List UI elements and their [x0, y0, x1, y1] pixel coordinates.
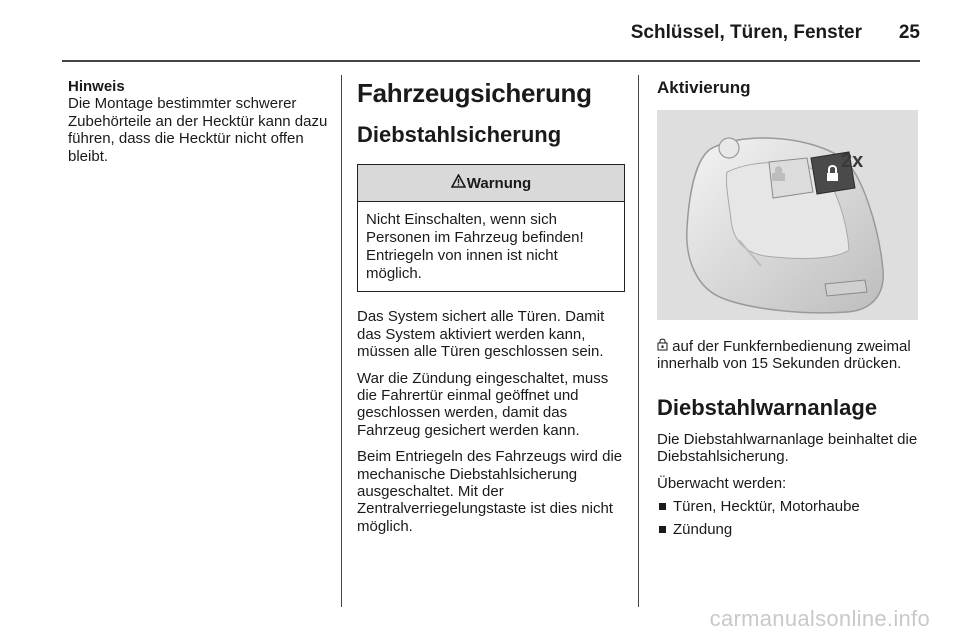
paragraph-system: Das System sichert alle Türen. Damit das System aktiviert werden kann, müssen alle Türen geschlossen sein.: [357, 308, 605, 361]
key-fob-illustration: [657, 110, 918, 320]
alarm-text: Die Diebstahlwarnanlage beinhaltet die Diebstahlsicherung.: [657, 430, 918, 466]
warning-triangle-icon: [451, 174, 466, 192]
header-rule: [62, 60, 920, 62]
column-activation: [657, 78, 922, 545]
paragraph-unlock: Beim Entriegeln des Fahrzeugs wird die mechanische Diebstahlsicherung ausgeschaltet. Mit der Zentralverriegelungstaste ist dies nicht möglich.: [357, 448, 623, 535]
list-item: Türen, Hecktür, Motorhaube: [657, 498, 922, 515]
page-number: 25: [898, 22, 920, 43]
column-vehicle-security: [357, 78, 625, 544]
section-heading: Fahrzeugsicherung: [357, 78, 592, 108]
warning-box: [357, 164, 625, 292]
header-title: Schlüssel, Türen, Fenster: [630, 22, 862, 43]
lock-icon: [657, 338, 668, 355]
press-count-label: 2x: [841, 150, 864, 172]
key-fob-figure: [657, 110, 918, 320]
monitored-label: Überwacht werden:: [657, 474, 787, 492]
column-divider-left: [341, 75, 342, 607]
paragraph-ignition: War die Zündung eingeschaltet, muss die Fahrertür einmal geöffnet und geschlossen werden, damit das Fahrzeug gesichert werden kann.: [357, 369, 609, 439]
list-item: Zündung: [657, 521, 922, 538]
activation-instruction: [657, 338, 922, 373]
activation-heading: Aktivierung: [657, 78, 751, 97]
alarm-heading: Diebstahlwarnanlage: [657, 394, 878, 420]
column-divider-right: [638, 75, 639, 607]
bullet-icon: [659, 503, 666, 510]
warning-title: Warnung: [466, 175, 532, 192]
note-title: Hinweis: [68, 78, 125, 95]
activation-text: auf der Funkfernbedienung zweimal innerhalb von 15 Sekunden drücken.: [657, 338, 911, 373]
column-note: [68, 78, 330, 165]
bullet-icon: [659, 526, 666, 533]
monitored-list: [657, 498, 922, 539]
note-text: Die Montage bestimmter schwerer Zubehörteile an der Hecktür kann dazu führen, dass die Hecktür nicht offen bleibt.: [68, 95, 328, 165]
warning-header: [358, 165, 624, 202]
warning-text: Nicht Einschalten, wenn sich Personen im Fahrzeug befinden! Entriegeln von innen ist nicht möglich.: [366, 211, 584, 283]
subsection-heading: Diebstahlsicherung: [357, 122, 562, 147]
watermark: carmanualsonline.info: [709, 606, 930, 631]
